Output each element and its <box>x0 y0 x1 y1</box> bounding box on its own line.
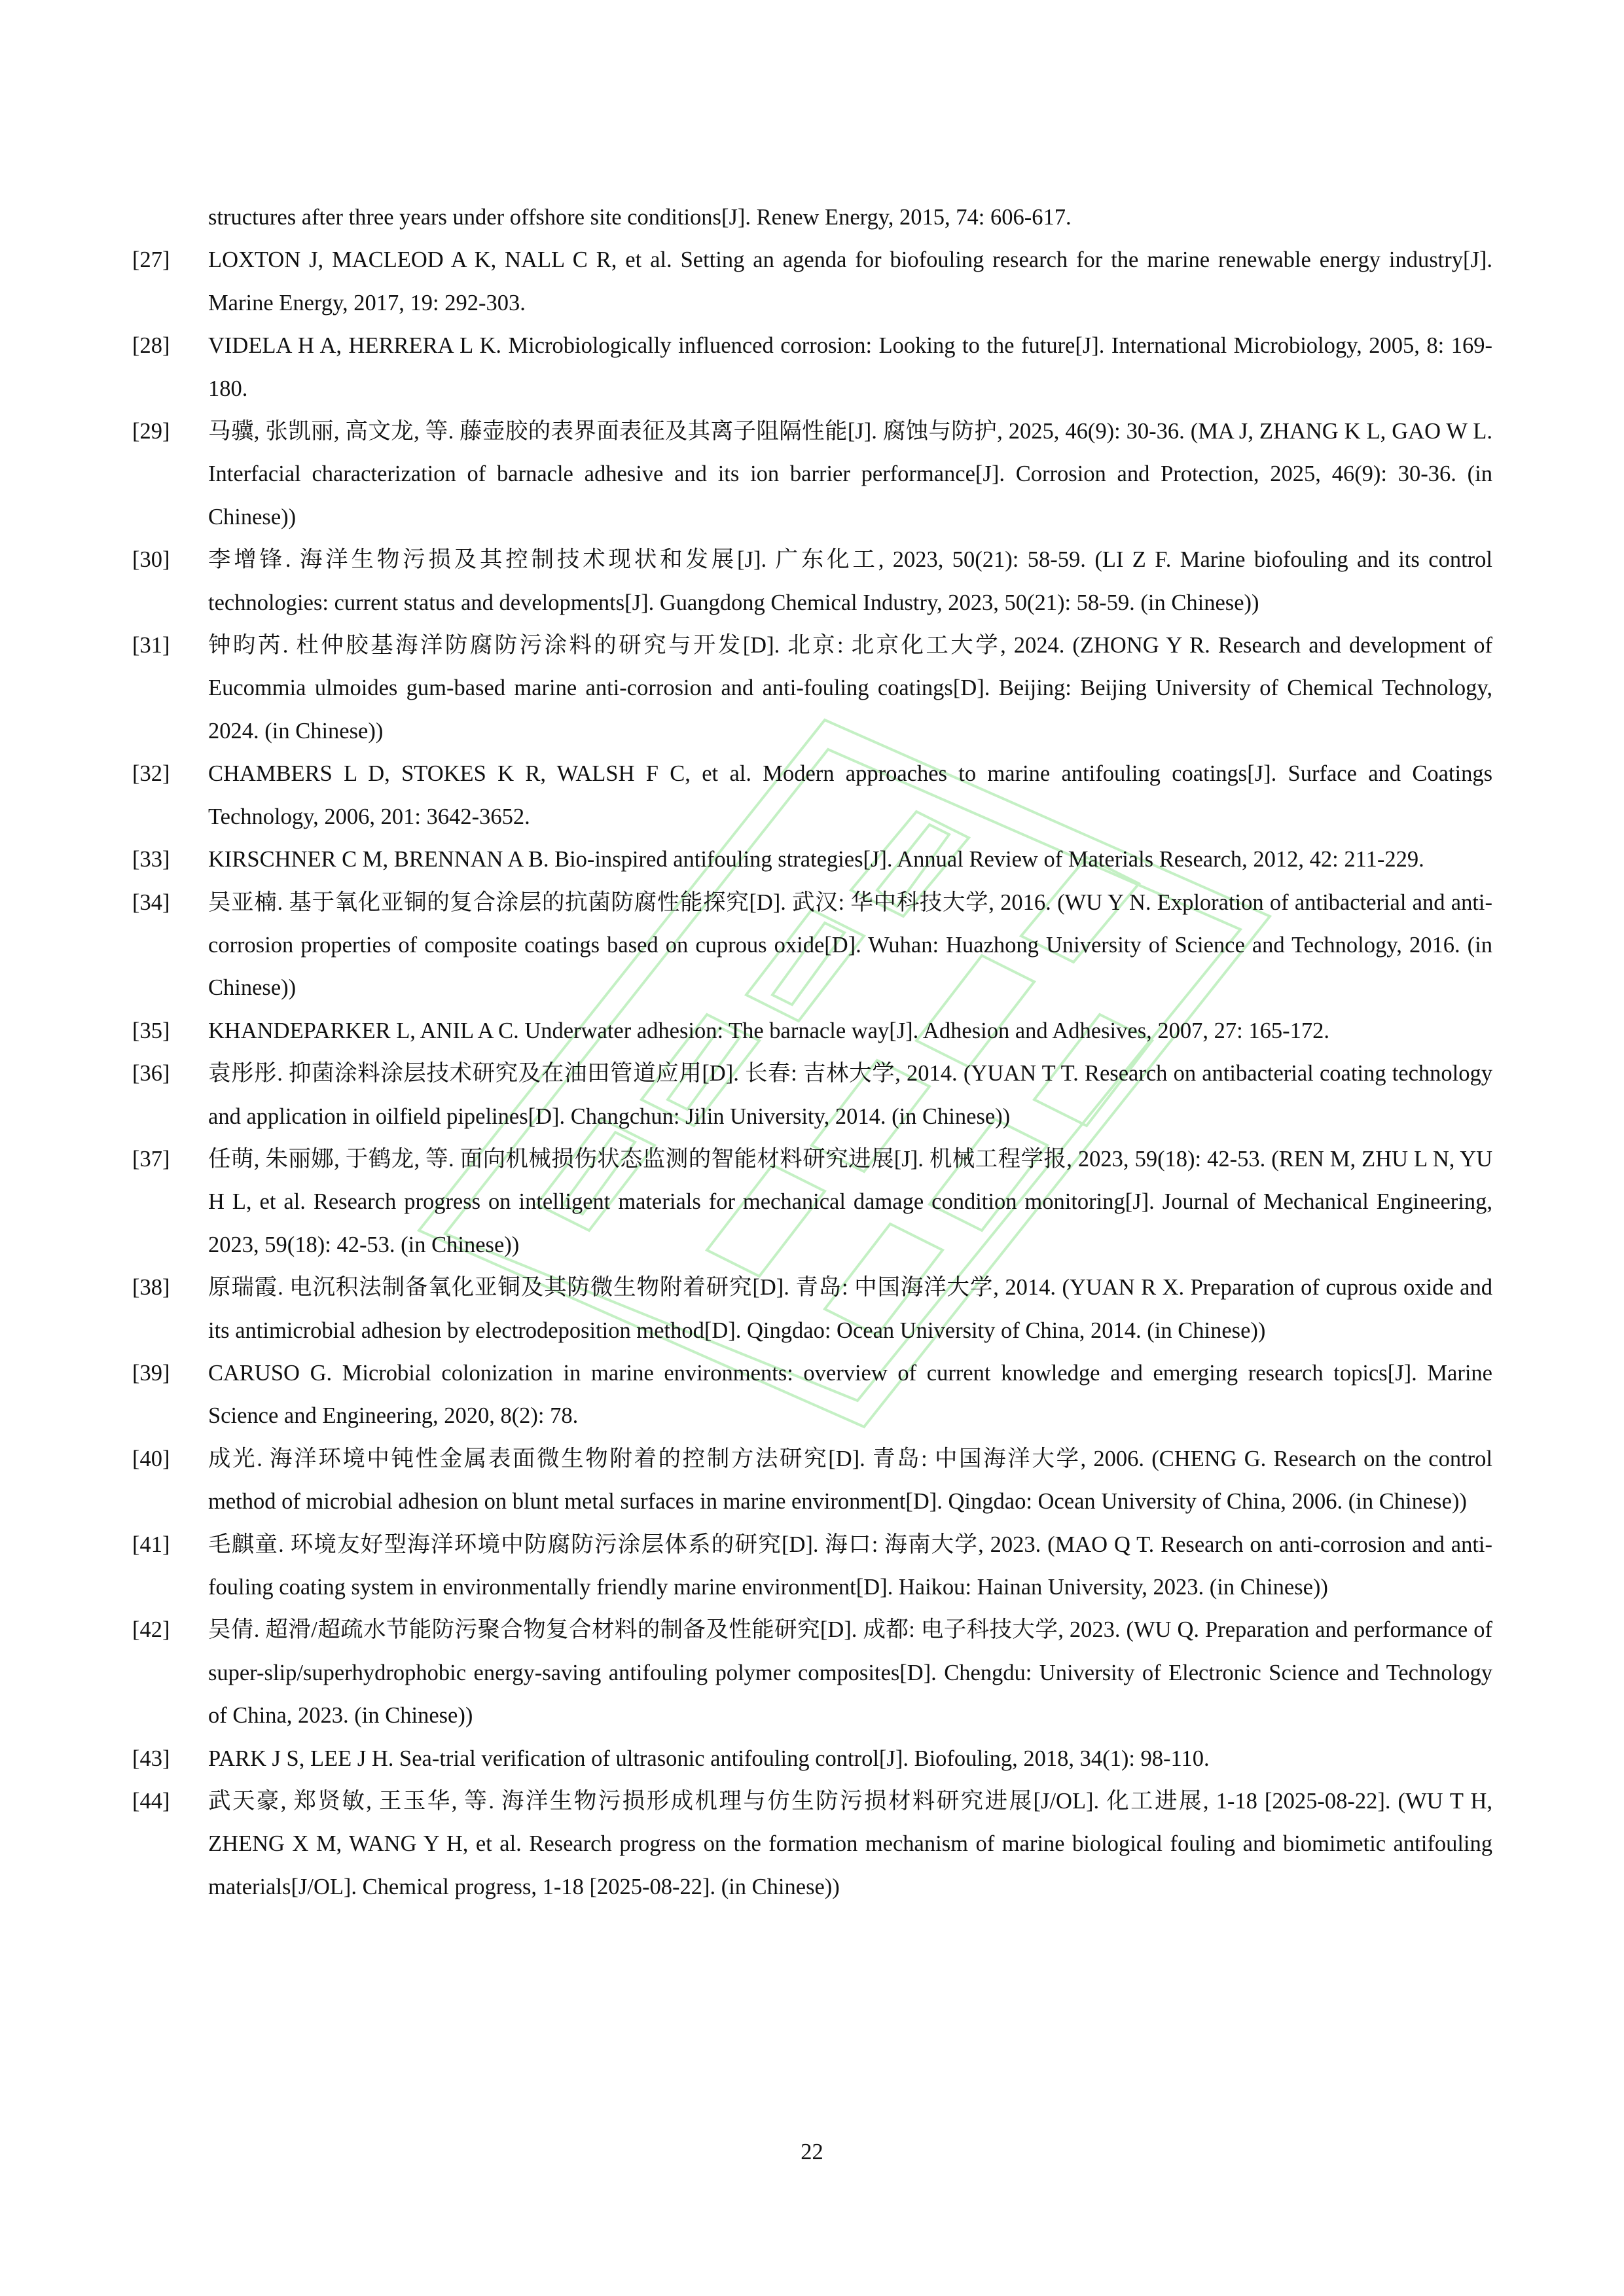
reference-entries <box>132 239 1492 1909</box>
reference-text: 成光. 海洋环境中钝性金属表面微生物附着的控制方法研究[D]. 青岛: 中国海洋大学, 2006. (CHENG G. Research on the control method of microbial adhesion on blunt metal surfaces in marine environment[D]. Qingdao: Ocean University of China, 2006. (in Chinese)) <box>208 1446 1492 1515</box>
reference-text: 吴亚楠. 基于氧化亚铜的复合涂层的抗菌防腐性能探究[D]. 武汉: 华中科技大学, 2016. (WU Y N. Exploration of antibacterial and anti-corrosion properties of composite coatings based on cuprous oxide[D]. Wuhan: Huazhong University of Science and Technology, 2016. (in Chinese)) <box>208 889 1492 1001</box>
reference-text: 李增锋. 海洋生物污损及其控制技术现状和发展[J]. 广东化工, 2023, 50(21): 58-59. (LI Z F. Marine biofouling and its control technologies: current status and developments[J]. Guangdong Chemical Industry, 2023, 50(21): 58-59. (in Chinese)) <box>208 547 1492 615</box>
reference-entry <box>132 1352 1492 1438</box>
reference-text: PARK J S, LEE J H. Sea-trial verification of ultrasonic antifouling control[J]. Biofouling, 2018, 34(1): 98-110. <box>208 1746 1210 1771</box>
reference-entry <box>132 1010 1492 1052</box>
reference-text: 钟昀芮. 杜仲胶基海洋防腐防污涂料的研究与开发[D]. 北京: 北京化工大学, 2024. (ZHONG Y R. Research and development of Eucommia ulmoides gum-based marine anti-corrosion and anti-fouling coatings[D]. Beijing: Beijing University of Chemical Technology, 2024. (in Chinese)) <box>208 633 1492 744</box>
page-number: 22 <box>801 2140 823 2164</box>
reference-entry <box>132 882 1492 1010</box>
reference-entry <box>132 410 1492 539</box>
reference-text: VIDELA H A, HERRERA L K. Microbiologically influenced corrosion: Looking to the future[J]. International Microbiology, 2005, 8: 169-180. <box>208 333 1492 401</box>
reference-text: KHANDEPARKER L, ANIL A C. Underwater adhesion: The barnacle way[J]. Adhesion and Adhesives, 2007, 27: 165-172. <box>208 1018 1329 1043</box>
reference-entry <box>132 325 1492 410</box>
reference-text: 任萌, 朱丽娜, 于鹤龙, 等. 面向机械损伤状态监测的智能材料研究进展[J]. 机械工程学报, 2023, 59(18): 42-53. (REN M, ZHU L N, YU H L, et al. Research progress on intelligent materials for mechanical damage condition monitoring[J]. Journal of Mechanical Engineering, 2023, 59(18): 42-53. (in Chinese)) <box>208 1146 1492 1257</box>
reference-entry <box>132 1138 1492 1266</box>
reference-text: 武天豪, 郑贤敏, 王玉华, 等. 海洋生物污损形成机理与仿生防污损材料研究进展[J/OL]. 化工进展, 1-18 [2025-08-22]. (WU T H, ZHENG X M, WANG Y H, et al. Research progress on the formation mechanism of marine biological fouling and biomimetic antifouling materials[J/OL]. Chemical progress, 1-18 [2025-08-22]. (in Chinese)) <box>208 1789 1492 1899</box>
reference-entry <box>132 1524 1492 1609</box>
reference-number: [44] <box>132 1789 170 1814</box>
reference-number: [37] <box>132 1146 170 1172</box>
reference-entry <box>132 1609 1492 1737</box>
reference-text: 毛麒童. 环境友好型海洋环境中防腐防污涂层体系的研究[D]. 海口: 海南大学, 2023. (MAO Q T. Research on anti-corrosion and anti-fouling coating system in environmentally friendly marine environment[D]. Haikou: Hainan University, 2023. (in Chinese)) <box>208 1532 1492 1600</box>
reference-number: [33] <box>132 847 170 872</box>
reference-number: [35] <box>132 1018 170 1043</box>
reference-entry <box>132 753 1492 838</box>
reference-text: LOXTON J, MACLEOD A K, NALL C R, et al. Setting an agenda for biofouling research for the marine renewable energy industry[J]. Marine Energy, 2017, 19: 292-303. <box>208 247 1492 315</box>
reference-text: 吴倩. 超滑/超疏水节能防污聚合物复合材料的制备及性能研究[D]. 成都: 电子科技大学, 2023. (WU Q. Preparation and performance of super-slip/superhydrophobic energy-saving antifouling polymer composites[D]. Chengdu: University of Electronic Science and Technology of China, 2023. (in Chinese)) <box>208 1617 1492 1729</box>
reference-number: [27] <box>132 247 170 273</box>
reference-text: CARUSO G. Microbial colonization in marine environments: overview of current knowledge and emerging research topics[J]. Marine Science and Engineering, 2020, 8(2): 78. <box>208 1360 1492 1429</box>
reference-number: [42] <box>132 1617 170 1643</box>
reference-number: [30] <box>132 547 170 573</box>
reference-entry <box>132 838 1492 881</box>
reference-number: [43] <box>132 1746 170 1771</box>
reference-entry <box>132 1738 1492 1780</box>
reference-entry <box>132 1780 1492 1909</box>
reference-text: KIRSCHNER C M, BRENNAN A B. Bio-inspired antifouling strategies[J]. Annual Review of Materials Research, 2012, 42: 211-229. <box>208 847 1424 872</box>
reference-number: [34] <box>132 889 170 915</box>
reference-entry <box>132 1052 1492 1138</box>
reference-entry <box>132 1438 1492 1524</box>
reference-continuation: structures after three years under offshore site conditions[J]. Renew Energy, 2015, 74: 606-617. <box>208 205 1072 230</box>
reference-entry <box>132 539 1492 624</box>
reference-number: [29] <box>132 419 170 444</box>
reference-number: [39] <box>132 1360 170 1386</box>
reference-entry <box>132 1266 1492 1352</box>
reference-number: [28] <box>132 333 170 359</box>
reference-entry <box>132 624 1492 753</box>
reference-list <box>132 196 1492 1909</box>
reference-entry <box>132 239 1492 325</box>
reference-number: [41] <box>132 1532 170 1557</box>
reference-text: CHAMBERS L D, STOKES K R, WALSH F C, et al. Modern approaches to marine antifouling coatings[J]. Surface and Coatings Technology, 2006, 201: 3642-3652. <box>208 761 1492 829</box>
reference-text: 袁彤彤. 抑菌涂料涂层技术研究及在油田管道应用[D]. 长春: 吉林大学, 2014. (YUAN T T. Research on antibacterial coating technology and application in oilfield pipelines[D]. Changchun: Jilin University, 2014. (in Chinese)) <box>208 1061 1492 1129</box>
reference-number: [38] <box>132 1275 170 1300</box>
reference-number: [40] <box>132 1446 170 1471</box>
reference-number: [36] <box>132 1061 170 1086</box>
reference-number: [31] <box>132 633 170 658</box>
reference-number: [32] <box>132 761 170 787</box>
reference-text: 马骥, 张凯丽, 高文龙, 等. 藤壶胶的表界面表征及其离子阻隔性能[J]. 腐蚀与防护, 2025, 46(9): 30-36. (MA J, ZHANG K L, GAO W L. Interfacial characterization of barnacle adhesive and its ion barrier performance[J]. Corrosion and Protection, 2025, 46(9): 30-36. (in Chinese)) <box>208 419 1492 529</box>
reference-text: 原瑞霞. 电沉积法制备氧化亚铜及其防微生物附着研究[D]. 青岛: 中国海洋大学, 2014. (YUAN R X. Preparation of cuprous oxide and its antimicrobial adhesion by electrodeposition method[D]. Qingdao: Ocean University of China, 2014. (in Chinese)) <box>208 1275 1492 1343</box>
